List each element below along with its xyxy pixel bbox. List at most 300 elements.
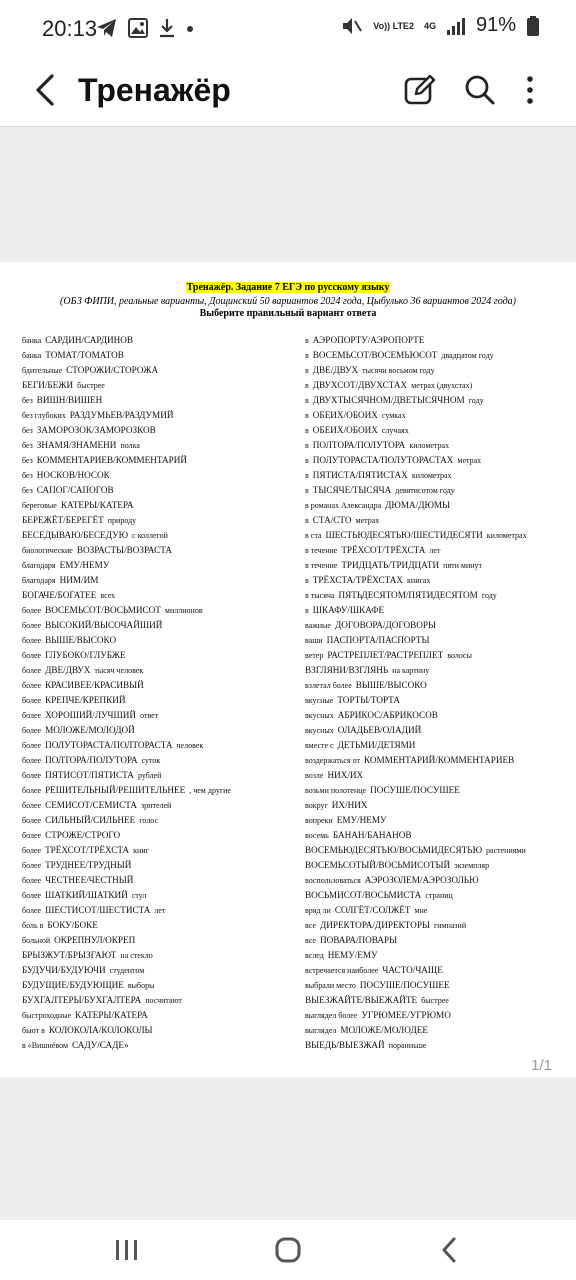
exercise-row [305, 586, 570, 601]
network-label: Vo)) LTE2 [373, 20, 414, 31]
row-choice: ВЫЕЗЖАЙТЕ/ВЫЕЖАЙТЕ [305, 995, 418, 1005]
row-choice: ДЕТЬМИ/ДЕТЯМИ [337, 740, 416, 750]
exercise-row [305, 421, 570, 436]
exercise-row [305, 331, 570, 346]
row-suffix: растениями [486, 846, 526, 855]
row-choice: НОСКОВ/НОСОК [36, 470, 110, 480]
exercise-row [305, 781, 570, 796]
row-choice: ОКРЕПНУЛ/ОКРЕП [54, 935, 136, 945]
exercise-row [22, 856, 292, 871]
row-prefix: более [22, 666, 42, 675]
row-prefix: вкусных [305, 711, 334, 720]
exercise-row [305, 871, 570, 886]
exercise-row [305, 826, 570, 841]
row-prefix: в [305, 486, 309, 495]
row-choice: МОЛОЖЕ/МОЛОДЕЕ [340, 1025, 428, 1035]
row-prefix: в [305, 366, 309, 375]
row-choice: ДВЕ/ДВУХ [312, 365, 359, 375]
row-prefix: вряд ли [305, 906, 331, 915]
exercise-row [22, 661, 292, 676]
exercise-row [305, 1021, 570, 1036]
row-prefix: более [22, 846, 42, 855]
exercise-row [305, 661, 570, 676]
row-suffix: ответ [140, 711, 159, 720]
row-prefix: в [305, 381, 309, 390]
row-choice: САПОГ/САПОГОВ [36, 485, 114, 495]
exercise-row [22, 421, 292, 436]
row-suffix: с коллегой [132, 531, 168, 540]
row-prefix: без глубоких [22, 411, 66, 420]
exercise-row [22, 526, 292, 541]
row-prefix: более [22, 816, 42, 825]
app-bar [0, 58, 576, 126]
row-choice: ВЫСОКИЙ/ВЫСОЧАЙШИЙ [45, 620, 163, 630]
row-choice: КОММЕНТАРИЕВ/КОММЕНТАРИЙ [36, 455, 188, 465]
recent-apps-icon[interactable] [104, 1230, 148, 1270]
exercise-row [305, 961, 570, 976]
exercise-row [22, 496, 292, 511]
row-choice: СИЛЬНЫЙ/СИЛЬНЕЕ [45, 815, 136, 825]
exercise-row [22, 766, 292, 781]
document-viewer[interactable] [0, 127, 576, 1220]
row-choice: ШЕСТИСОТ/ШЕСТИСТА [45, 905, 151, 915]
exercise-row [22, 391, 292, 406]
exercise-row [305, 916, 570, 931]
row-suffix: году [481, 591, 497, 600]
row-choice: СОЛГЁТ/СОЛЖЁТ [334, 905, 411, 915]
row-choice: ШКАФУ/ШКАФЕ [312, 605, 385, 615]
exercise-row [305, 481, 570, 496]
exercise-row [22, 346, 292, 361]
row-prefix: важные [305, 621, 331, 630]
exercise-row [305, 346, 570, 361]
row-suffix: лет [429, 546, 441, 555]
row-choice: ТРЁХСОТ/ТРЁХСТА [341, 545, 426, 555]
exercise-row [305, 601, 570, 616]
status-time: 20:13 [42, 16, 98, 41]
row-suffix: километрах [409, 441, 450, 450]
row-choice: КОММЕНТАРИЙ/КОММЕНТАРИЕВ [364, 755, 515, 765]
row-prefix: в [305, 336, 309, 345]
row-suffix: всех [100, 591, 116, 600]
row-choice: НИХ/ИХ [327, 770, 364, 780]
row-choice: БЕРЕЖЁТ/БЕРЕГЁТ [22, 515, 104, 525]
row-choice: ЗНАМЯ/ЗНАМЕНИ [36, 440, 117, 450]
row-prefix: воздержаться от [305, 756, 360, 765]
row-choice: САДУ/САДЕ» [72, 1040, 129, 1050]
edit-icon[interactable] [402, 72, 438, 108]
row-suffix: посчитают [145, 996, 182, 1005]
row-prefix: в [305, 606, 309, 615]
exercise-row [305, 616, 570, 631]
row-prefix: возле [305, 771, 324, 780]
row-prefix: все [305, 921, 316, 930]
row-suffix: метрах [457, 456, 482, 465]
row-choice: ВОСЕМЬСОТ/ВОСЕМЬЮСОТ [312, 350, 438, 360]
exercise-row [22, 376, 292, 391]
row-prefix: вокруг [305, 801, 328, 810]
row-prefix: в [305, 441, 309, 450]
row-prefix: в тысяча [305, 591, 335, 600]
exercise-row [305, 766, 570, 781]
exercise-row [22, 886, 292, 901]
row-suffix: природу [107, 516, 137, 525]
row-choice: АБРИКОС/АБРИКОСОВ [337, 710, 438, 720]
exercise-row [305, 796, 570, 811]
row-prefix: вкусные [305, 696, 334, 705]
row-prefix: без [22, 441, 33, 450]
row-choice: ВОЗРАСТЫ/ВОЗРАСТА [76, 545, 173, 555]
row-choice: ПАСПОРТА/ПАСПОРТЫ [326, 635, 430, 645]
exercise-row [305, 841, 570, 856]
exercise-row [305, 361, 570, 376]
row-prefix: более [22, 711, 42, 720]
row-suffix: полка [120, 441, 140, 450]
row-prefix: более [22, 741, 42, 750]
exercise-row [22, 916, 292, 931]
row-choice: ВОСЕМЬЮДЕСЯТЬЮ/ВОСЬМИДЕСЯТЬЮ [305, 845, 483, 855]
row-choice: КРЕПЧЕ/КРЕПКИЙ [45, 695, 126, 705]
row-choice: ВОСЕМЬСОТ/ВОСЬМИСОТ [45, 605, 161, 615]
exercise-row [305, 901, 570, 916]
row-choice: БОГАЧЕ/БОГАТЕЕ [22, 590, 97, 600]
exercise-row [22, 676, 292, 691]
row-prefix: биологические [22, 546, 73, 555]
row-prefix: вместе с [305, 741, 334, 750]
exercise-row [22, 931, 292, 946]
row-prefix: вопреки [305, 816, 333, 825]
row-suffix: волосы [447, 651, 472, 660]
back-arrow-icon[interactable] [30, 72, 60, 108]
row-choice: ТОРТЫ/ТОРТА [337, 695, 400, 705]
row-prefix: возьми полотенце [305, 786, 367, 795]
row-prefix: более [22, 801, 42, 810]
row-prefix: в «Вишнёвом [22, 1041, 69, 1050]
exercise-row [305, 511, 570, 526]
battery-icon [526, 15, 540, 37]
search-icon[interactable] [462, 72, 498, 108]
exercise-row [22, 511, 292, 526]
row-prefix: более [22, 651, 42, 660]
row-prefix: ваши [305, 636, 323, 645]
row-suffix: страниц [425, 891, 453, 900]
row-choice: ДВЕ/ДВУХ [45, 665, 91, 675]
exercise-row [305, 451, 570, 466]
row-prefix: в [305, 411, 309, 420]
row-prefix: в [305, 471, 309, 480]
exercise-row [22, 571, 292, 586]
row-choice: ТРУДНЕЕ/ТРУДНЫЙ [45, 860, 132, 870]
row-prefix: более [22, 786, 42, 795]
row-choice: ВОСЬМИСОТ/ВОСЬМИСТА [305, 890, 422, 900]
row-suffix: человек [176, 741, 204, 750]
exercise-row [22, 646, 292, 661]
document-instruction: Выберите правильный вариант ответа [199, 308, 377, 319]
row-choice: УГРЮМЕЕ/УГРЮМО [361, 1010, 451, 1020]
row-prefix: выглядел [305, 1026, 337, 1035]
exercise-row [22, 811, 292, 826]
row-suffix: двадцатом году [441, 351, 494, 360]
row-prefix: более [22, 756, 42, 765]
row-choice: ЧЕСТНЕЕ/ЧЕСТНЫЙ [45, 875, 134, 885]
signal-icon [446, 16, 466, 36]
row-prefix: в [305, 576, 309, 585]
row-choice: ПОЛТОРА/ПОЛУТОРА [312, 440, 406, 450]
row-choice: БАНАН/БАНАНОВ [332, 830, 412, 840]
more-options-icon[interactable] [512, 72, 548, 108]
row-suffix: метрах (двухстах) [411, 381, 473, 390]
exercise-row [22, 451, 292, 466]
exercise-row [305, 676, 570, 691]
row-choice: САРДИН/САРДИНОВ [45, 335, 134, 345]
exercise-row [305, 856, 570, 871]
right-column [305, 331, 570, 1051]
exercise-row [305, 376, 570, 391]
exercise-row [22, 586, 292, 601]
home-icon[interactable] [266, 1230, 310, 1270]
download-icon [158, 18, 176, 38]
row-choice: ШАТКИЙ/ШАТКИЙ [45, 890, 128, 900]
exercise-row [305, 571, 570, 586]
row-suffix: поранньше [388, 1041, 427, 1050]
exercise-row [22, 556, 292, 571]
row-prefix: более [22, 681, 42, 690]
telegram-icon [96, 18, 118, 38]
exercise-row [305, 436, 570, 451]
exercise-row [22, 976, 292, 991]
exercise-row [22, 691, 292, 706]
exercise-row [305, 496, 570, 511]
row-prefix: более [22, 906, 42, 915]
row-suffix: тысяч человек [94, 666, 144, 675]
row-choice: ЕМУ/НЕМУ [59, 560, 110, 570]
page-title: Тренажёр [78, 72, 231, 108]
row-choice: ДВУХТЫСЯЧНОМ/ДВЕТЫСЯЧНОМ [312, 395, 465, 405]
exercise-row [305, 646, 570, 661]
row-choice: ПОСУШЕ/ПОСУШЕЕ [370, 785, 460, 795]
row-prefix: боль в [22, 921, 44, 930]
exercise-row [22, 991, 292, 1006]
exercise-row [22, 601, 292, 616]
row-choice: ПОЛУТОРАСТА/ПОЛУТОРАСТАХ [312, 455, 454, 465]
row-choice: ОЛАДЬЕВ/ОЛАДИЙ [337, 725, 422, 735]
row-choice: АЭРОЗОЛЕМ/АЭРОЗОЛЬЮ [364, 875, 479, 885]
row-choice: НИМ/ИМ [59, 575, 99, 585]
exercise-row [305, 946, 570, 961]
exercise-row [22, 466, 292, 481]
exercise-row [305, 706, 570, 721]
row-choice: ДВУХСОТ/ДВУХСТАХ [312, 380, 408, 390]
row-suffix: тысячи восьмом году [362, 366, 435, 375]
row-choice: СТОРОЖИ/СТОРОЖА [66, 365, 159, 375]
exercise-row [22, 436, 292, 451]
row-prefix: без [22, 471, 33, 480]
row-suffix: пяти минут [443, 561, 483, 570]
network-type: 4G [423, 20, 436, 31]
row-prefix: в ста [305, 531, 322, 540]
row-suffix: экземпляр [454, 861, 490, 870]
row-choice: КАТЕРЫ/КАТЕРА [60, 500, 134, 510]
row-choice: ИХ/НИХ [331, 800, 368, 810]
exercise-row [22, 361, 292, 376]
row-suffix: , чем другие [189, 786, 231, 795]
exercise-row [22, 331, 292, 346]
row-suffix: суток [141, 756, 161, 765]
notification-icons [96, 18, 194, 38]
row-choice: ТРЁХСТА/ТРЁХСТАХ [312, 575, 404, 585]
row-choice: ПОВАРА/ПОВАРЫ [319, 935, 398, 945]
row-choice: ВИШН/ВИШЕН [36, 395, 103, 405]
row-prefix: быстроходные [22, 1011, 72, 1020]
row-choice: ПЯТИСОТ/ПЯТИСТА [45, 770, 134, 780]
row-suffix: гимназий [433, 921, 467, 930]
exercise-row [22, 961, 292, 976]
row-suffix: году [468, 396, 484, 405]
exercise-row [305, 1006, 570, 1021]
row-prefix: более [22, 876, 42, 885]
exercise-row [305, 991, 570, 1006]
row-suffix: километрах [411, 471, 452, 480]
row-suffix: на картину [392, 666, 430, 675]
document-subtitle: (ОБЗ ФИПИ, реальные варианты, Дощинский 50 вариантов 2024 года, Цыбулько 36 вариантов 2024 года) [60, 296, 516, 307]
system-indicators [341, 14, 540, 37]
row-prefix: более [22, 726, 42, 735]
row-choice: ОБЕИХ/ОБОИХ [312, 425, 378, 435]
row-suffix: зрителей [141, 801, 172, 810]
exercise-row [305, 391, 570, 406]
row-choice: БУДУЩИЕ/БУДУЮЩИЕ [22, 980, 124, 990]
row-suffix: быстрее [77, 381, 105, 390]
row-prefix: в [305, 516, 309, 525]
row-suffix: сумках [381, 411, 406, 420]
row-prefix: в [305, 456, 309, 465]
row-prefix: все [305, 936, 316, 945]
row-choice: РАСТРЕПЛЕТ/РАСТРЕПЛЕТ [327, 650, 444, 660]
row-prefix: бьют в [22, 1026, 45, 1035]
exercise-row [22, 616, 292, 631]
row-choice: РЕШИТЕЛЬНЫЙ/РЕШИТЕЛЬНЕЕ [45, 785, 186, 795]
exercise-row [305, 556, 570, 571]
row-suffix: метрах [355, 516, 380, 525]
row-suffix: книг [133, 846, 149, 855]
row-choice: МОЛОЖЕ/МОЛОДОЙ [45, 725, 135, 735]
row-choice: РАЗДУМЬЕВ/РАЗДУМИЙ [69, 410, 174, 420]
row-prefix: благодаря [22, 576, 56, 585]
dot-icon [186, 18, 194, 38]
row-choice: ГЛУБОКО/ГЛУБЖЕ [45, 650, 126, 660]
exercise-row [305, 736, 570, 751]
row-suffix: выборы [127, 981, 155, 990]
row-choice: ПОЛТОРА/ПОЛУТОРА [45, 755, 138, 765]
row-suffix: случаях [381, 426, 409, 435]
row-prefix: более [22, 636, 42, 645]
row-suffix: миллионов [164, 606, 203, 615]
gallery-icon [128, 18, 148, 38]
exercise-row [305, 406, 570, 421]
exercise-row [22, 901, 292, 916]
row-suffix: стул [131, 891, 147, 900]
exercise-row [305, 931, 570, 946]
row-choice: СЕМИСОТ/СЕМИСТА [45, 800, 137, 810]
row-choice: ВЫЕДЬ/ВЫЕЗЖАЙ [305, 1040, 385, 1050]
exercise-row [22, 736, 292, 751]
row-suffix: быстрее [421, 996, 449, 1005]
exercise-row [22, 841, 292, 856]
row-choice: СТРОЖЕ/СТРОГО [45, 830, 121, 840]
exercise-row [305, 631, 570, 646]
exercise-row [22, 781, 292, 796]
exercise-row [305, 541, 570, 556]
row-prefix: более [22, 831, 42, 840]
row-prefix: без [22, 426, 33, 435]
row-choice: ШЕСТЬЮДЕСЯТЬЮ/ШЕСТИДЕСЯТИ [325, 530, 483, 540]
row-choice: НЕМУ/ЕМУ [327, 950, 378, 960]
row-prefix: более [22, 696, 42, 705]
exercise-row [305, 811, 570, 826]
row-choice: ДЮМА/ДЮМЫ [385, 500, 451, 510]
exercise-row [305, 466, 570, 481]
navigation-bar [0, 1220, 576, 1280]
row-prefix: без [22, 456, 33, 465]
row-prefix: благодаря [22, 561, 56, 570]
row-prefix: более [22, 861, 42, 870]
row-choice: БУДУЧИ/БУДУЮЧИ [22, 965, 106, 975]
exercise-row [22, 871, 292, 886]
row-prefix: вслед [305, 951, 324, 960]
row-prefix: без [22, 396, 33, 405]
row-prefix: бдительные [22, 366, 63, 375]
exercise-row [305, 751, 570, 766]
row-suffix: голос [139, 816, 159, 825]
row-choice: ПОЛУТОРАСТА/ПОЛТОРАСТА [45, 740, 173, 750]
row-prefix: береговые [22, 501, 57, 510]
row-prefix: более [22, 621, 42, 630]
mute-icon [341, 15, 363, 37]
row-choice: ТЫСЯЧЕ/ТЫСЯЧА [312, 485, 392, 495]
row-prefix: восемь [305, 831, 329, 840]
row-choice: ХОРОШИЙ/ЛУЧШИЙ [45, 710, 137, 720]
row-suffix: километрах [486, 531, 527, 540]
row-choice: ЕМУ/НЕМУ [336, 815, 387, 825]
page-indicator: 1/1 [531, 1057, 552, 1074]
row-suffix: на стекло [120, 951, 153, 960]
row-choice: КРАСИВЕЕ/КРАСИВЫЙ [45, 680, 144, 690]
row-prefix: в [305, 351, 309, 360]
row-choice: ТОМАТ/ТОМАТОВ [45, 350, 124, 360]
exercise-row [22, 541, 292, 556]
row-choice: АЭРОПОРТУ/АЭРОПОРТЕ [312, 335, 425, 345]
row-prefix: банка [22, 351, 42, 360]
row-choice: ТРЁХСОТ/ТРЁХСТА [45, 845, 130, 855]
row-choice: ВЗГЛЯНИ/ВЗГЛЯНЬ [305, 665, 389, 675]
row-prefix: в течение [305, 546, 338, 555]
row-choice: ДОГОВОРА/ДОГОВОРЫ [334, 620, 436, 630]
row-choice: ВОСЕМЬСОТЫЙ/ВОСЬМИСОТЫЙ [305, 860, 451, 870]
row-suffix: девятисотом году [395, 486, 455, 495]
row-choice: ТРИДЦАТЬ/ТРИДЦАТИ [341, 560, 440, 570]
row-choice: БЕСЕДЫВАЮ/БЕСЕДУЮ [22, 530, 129, 540]
exercise-row [22, 631, 292, 646]
row-choice: БРЫЗЖУТ/БРЫЗГАЮТ [22, 950, 117, 960]
row-choice: ПЯТЬДЕСЯТОМ/ПЯТИДЕСЯТОМ [338, 590, 478, 600]
nav-back-icon[interactable] [428, 1230, 472, 1270]
row-choice: БОКУ/БОКЕ [47, 920, 98, 930]
row-prefix: вкусных [305, 726, 334, 735]
exercise-row [305, 691, 570, 706]
exercise-row [305, 1036, 570, 1051]
row-suffix: книгах [407, 576, 431, 585]
row-choice: ВЫШЕ/ВЫСОКО [355, 680, 427, 690]
